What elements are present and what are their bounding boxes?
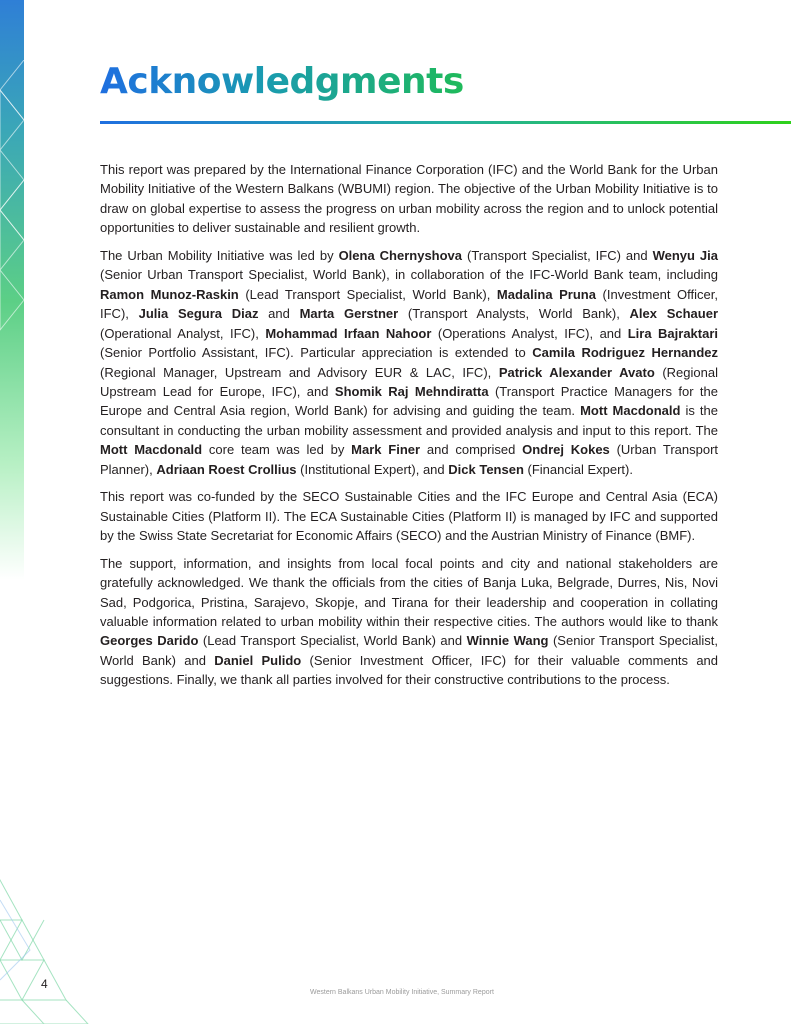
- page-title: Acknowledgments: [100, 58, 464, 106]
- person-name: Julia Segura Diaz: [138, 306, 259, 322]
- paragraph: The Urban Mobility Initiative was led by Olena Chernyshova (Transport Specialist, IFC) and Wenyu Jia (Senior Urban Transport Specialist, World Bank), in collaboration of the IFC-World Bank team, including Ramon Munoz-Raskin (Lead Transport Specialist, World Bank), Madalina Pruna (Investment Officer, IFC), Julia Segura Diaz and Marta Gerstner (Transport Analysts, World Bank), Alex Schauer (Operational Analyst, IFC), Mohammad Irfaan Nahoor (Operations Analyst, IFC), and Lira Bajraktari (Senior Portfolio Assistant, IFC). Particular appreciation is extended to Camila Rodriguez Hernandez (Regional Manager, Upstream and Advisory EUR & LAC, IFC), Patrick Alexander Avato (Regional Upstream Lead for Europe, IFC), and Shomik Raj Mehndiratta (Transport Practice Managers for the Europe and Central Asia region, World Bank) for advising and guiding the team. Mott Macdonald is the consultant in conducting the urban mobility assessment and provided analysis and input to this report. The Mott Macdonald core team was led by Mark Finer and comprised Ondrej Kokes (Urban Transport Planner), Adriaan Roest Crollius (Institutional Expert), and Dick Tensen (Financial Expert).: [100, 247, 719, 477]
- person-name: Lira Bajraktari: [627, 325, 719, 341]
- person-name: Camila Rodriguez Hernandez: [532, 345, 718, 361]
- person-name: Dick Tensen: [448, 461, 524, 477]
- person-name: Georges Darido: [100, 633, 199, 649]
- person-name: Mott Macdonald: [100, 442, 203, 458]
- person-name: Madalina Pruna: [496, 286, 596, 302]
- page-number: 4: [41, 977, 48, 991]
- person-name: Mohammad Irfaan Nahoor: [265, 325, 432, 341]
- person-name: Patrick Alexander Avato: [498, 364, 655, 380]
- person-name: Winnie Wang: [466, 633, 549, 649]
- triangle-pattern-side-decoration: [0, 60, 24, 360]
- triangle-pattern-corner-decoration: [0, 860, 110, 1024]
- title-underline: [100, 121, 791, 124]
- paragraph: This report was co-funded by the SECO Sustainable Cities and the IFC Europe and Central Asia (ECA) Sustainable Cities (Platform II). The ECA Sustainable Cities (Platform II) is managed by IFC and supported by the Swiss State Secretariat for Economic Affairs (SECO) and the Austrian Ministry of Finance (BMF).: [100, 489, 718, 544]
- paragraph: The support, information, and insights from local focal points and city and national stakeholders are gratefully acknowledged. We thank the officials from the cities of Banja Luka, Belgrade, Durres, Nis, Novi Sad, Podgorica, Pristina, Sarajevo, Skopje, and Tirana for their leadership and cooperation in collating valuable information related to urban mobility within their respective cities. The authors would like to thank Georges Darido (Lead Transport Specialist, World Bank) and Winnie Wang (Senior Transport Specialist, World Bank) and Daniel Pulido (Senior Investment Officer, IFC) for their valuable comments and suggestions. Finally, we thank all parties involved for their constructive contributions to the process.: [100, 555, 719, 688]
- person-name: Ramon Munoz-Raskin: [100, 286, 239, 302]
- person-name: Ondrej Kokes: [522, 442, 610, 458]
- person-name: Wenyu Jia: [652, 247, 718, 263]
- person-name: Alex Schauer: [629, 306, 719, 322]
- person-name: Daniel Pulido: [214, 652, 302, 668]
- body-text: [100, 160, 718, 698]
- person-name: Olena Chernyshova: [338, 247, 463, 263]
- paragraph: This report was prepared by the International Finance Corporation (IFC) and the World Bank for the Urban Mobility Initiative of the Western Balkans (WBUMI) region. The objective of the Urban Mobility Initiative is to draw on global expertise to assess the progress on urban mobility across the region and to unlock potential opportunities to deliver sustainable and resilient growth.: [100, 162, 718, 236]
- person-name: Marta Gerstner: [299, 306, 399, 322]
- footer-text: Western Balkans Urban Mobility Initiative, Summary Report: [310, 989, 494, 996]
- person-name: Mott Macdonald: [580, 403, 681, 419]
- person-name: Mark Finer: [351, 442, 421, 458]
- person-name: Adriaan Roest Crollius: [156, 461, 297, 477]
- person-name: Shomik Raj Mehndiratta: [334, 383, 489, 399]
